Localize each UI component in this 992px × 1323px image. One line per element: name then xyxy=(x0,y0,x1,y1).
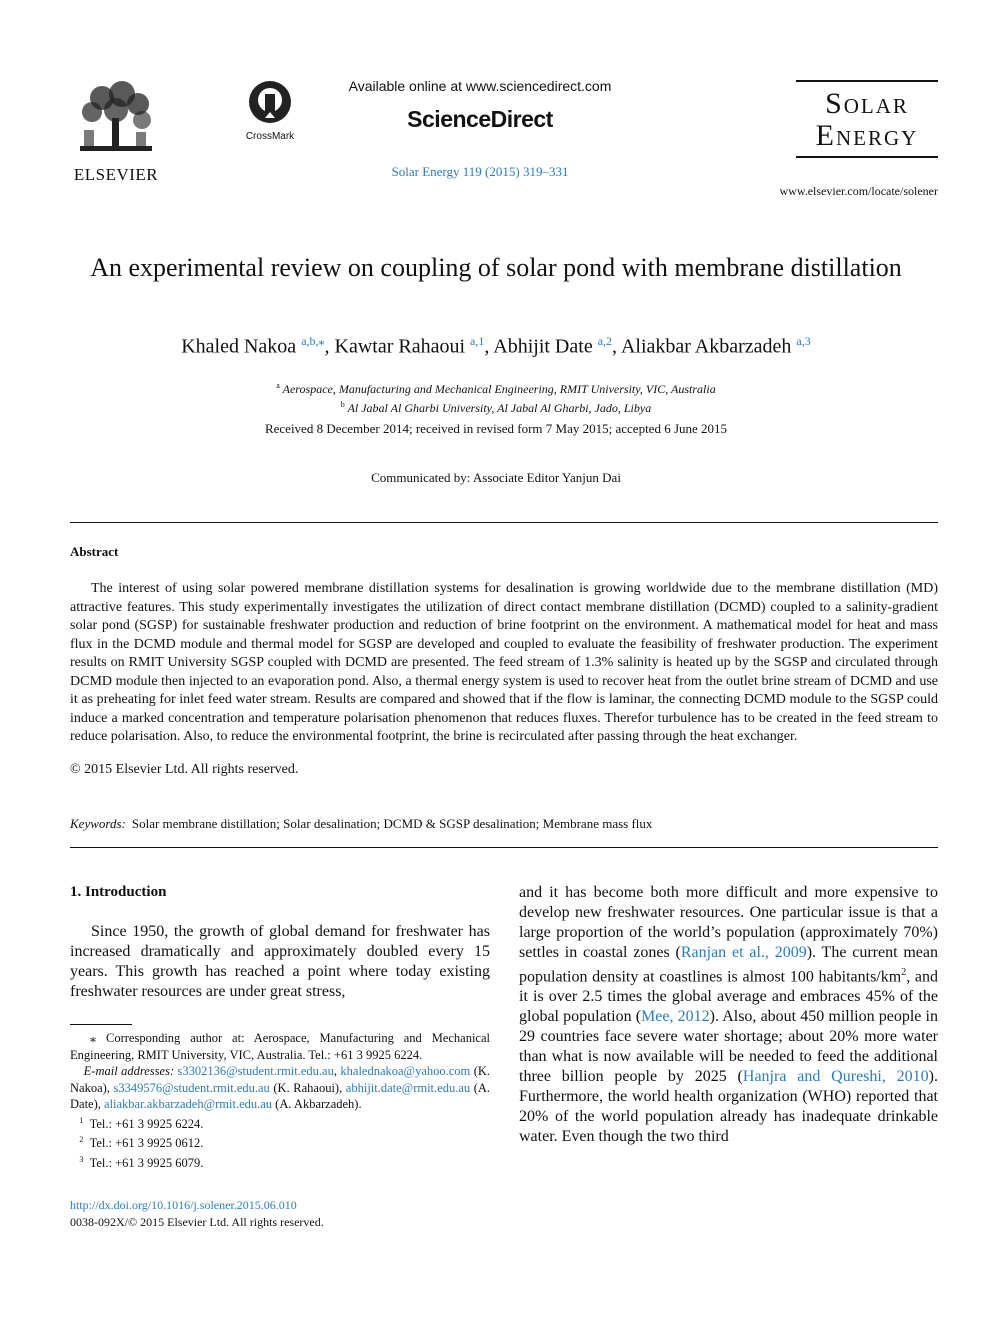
author-affil-sup[interactable]: a,b,⁎ xyxy=(301,334,325,348)
elsevier-logo[interactable] xyxy=(68,80,164,185)
email-addresses: E-mail addresses: s3302136@student.rmit.edu.au, khalednakoa@yahoo.com (K. Nakoa), s3349576@student.rmit.edu.au (K. Rahaoui), abhijit.date@rmit.edu.au (A. Date), aliakbar.akbarzadeh@rmit.edu.au (A. Akbarzadeh). xyxy=(70,1064,491,1111)
issn-copyright: 0038-092X/© 2015 Elsevier Ltd. All rights reserved. xyxy=(70,1215,324,1229)
email-link[interactable]: s3349576@student.rmit.edu.au xyxy=(113,1080,270,1095)
author-name: Aliakbar Akbarzadeh xyxy=(620,335,792,358)
communicated-by: Communicated by: Associate Editor Yanjun Dai xyxy=(371,470,621,485)
email-link[interactable]: abhijit.date@rmit.edu.au xyxy=(345,1080,471,1095)
journal-logo[interactable] xyxy=(796,80,938,158)
available-online: Available online at www.sciencedirect.com xyxy=(348,78,612,94)
keywords-label: Keywords: xyxy=(70,816,126,831)
affiliation-item: $^a$ Aerospace, Manufacturing and Mechanical Engineering, RMIT University, VIC, Australia xyxy=(276,381,716,396)
journal-reference-link[interactable]: Solar Energy 119 (2015) 319–331 xyxy=(391,164,569,179)
doi-link[interactable]: http://dx.doi.org/10.1016/j.solener.2015.06.010 xyxy=(70,1198,297,1212)
corresponding-author-note: ⁎ Corresponding author at: Aerospace, Manufacturing and Mechanical Engineering, RMIT University, VIC, Australia. Tel.: +61 3 9925 6224. xyxy=(70,1031,491,1062)
tel-note: $^1$ Tel.: +61 3 9925 6224. xyxy=(79,1115,204,1131)
journal-url[interactable]: www.elsevier.com/locate/solener xyxy=(779,184,938,198)
footnote-divider xyxy=(70,1024,132,1025)
author-affil-sup[interactable]: a,1 xyxy=(470,334,485,348)
crossmark-label: CrossMark xyxy=(245,131,295,142)
crossmark-badge[interactable] xyxy=(240,80,300,142)
tel-note: $^2$ Tel.: +61 3 9925 0612. xyxy=(79,1135,204,1151)
author-name: Khaled Nakoa xyxy=(181,335,297,358)
intro-paragraph-right: and it has become both more difficult and more expensive to develop new freshwater resources. One particular issue is that a large proportion of the world’s population (approximately 70%) settles in coastal zones (Ranjan et al., 2009). The current mean population density at coastlines is almost 100 habitants/$km^2$, and it is over 2.5 times the global average and embraces 45% of the global population (Mee, 2012). Also, about 450 million people in 29 countries face severe water shortage; about 20% more water than what is now available will be needed to feed the additional three billion people by 2025 (Hanjra and Qureshi, 2010). Furthermore, the world health organization (WHO) reported that 20% of the world population already has inadequate drinkable water. Even though the two third xyxy=(519,884,938,1146)
author-list: Khaled Nakoa $^{a,b,⁎}$, Kawtar Rahaoui $^{a,1}$, Abhijit Date $^{a,2}$, Aliakbar Akbarzadeh $^{a,3}$ xyxy=(181,334,811,358)
footnotes xyxy=(70,1030,490,1171)
crossmark-icon xyxy=(248,80,292,124)
tel-note: $^3$ Tel.: +61 3 9925 6079. xyxy=(79,1154,204,1170)
abstract-copyright: © 2015 Elsevier Ltd. All rights reserved. xyxy=(70,762,299,777)
article-title: An experimental review on coupling of solar pond with membrane distillation xyxy=(90,253,902,282)
journal-logo-line2: Energy xyxy=(815,119,919,152)
intro-paragraph-left: Since 1950, the growth of global demand for freshwater has increased dramatically and approximately doubled every 15 years. This growth has reached a point where today existing freshwater resources are under great stress, xyxy=(70,923,490,1000)
citation-link[interactable]: Hanjra and Qureshi, 2010 xyxy=(742,1068,929,1086)
author-name: Abhijit Date xyxy=(493,335,593,358)
article-dates: Received 8 December 2014; received in revised form 7 May 2015; accepted 6 June 2015 xyxy=(264,421,728,436)
email-link[interactable]: khalednakoa@yahoo.com xyxy=(340,1064,471,1078)
email-link[interactable]: aliakbar.akbarzadeh@rmit.edu.au xyxy=(104,1097,273,1111)
citation-link[interactable]: Mee, 2012 xyxy=(641,1008,710,1026)
section-heading: 1. Introduction xyxy=(70,884,167,900)
divider xyxy=(70,522,938,523)
abstract-text: The interest of using solar powered membrane distillation systems for desalination is growing worldwide due to the membrane distillation (MD) attractive features. This study experimentally investigates the utilization of direct contact membrane distillation (DCMD) coupled to a salinity-gradient solar pond (SGSP) for sustainable freshwater production and reduction of brine footprint on the environment. A mathematical model for heat and mass flux in the DCMD module and thermal model for SGSP are developed and coupled to evaluate the feasibility of freshwater production. The experiment results on RMIT University SGSP coupled with DCMD are presented. The feed stream of 1.3% salinity is heated up by the SGSP and circulated through DCMD module then injected to an evaporation pond. Also, a thermal energy system is used to recover heat from the outlet brine stream of DCMD and use it as preheating for inlet feed water stream. Results are compared and showed that if the flow is laminar, the connecting DCMD module to the SGSP could induce a marked concentration and temperature polarisation phenomenon that reduces fluxes. Therefor turbulence has to be created in the feed stream to reduce polarisation. Also, to reduce the environmental footprint, the brine is recirculated after passing through the heat exchanger. xyxy=(70,581,938,744)
citation-link[interactable]: Ranjan et al., 2009 xyxy=(680,944,807,961)
elsevier-wordmark: ELSEVIER xyxy=(73,165,159,184)
journal-logo-line1: Solar xyxy=(825,87,909,120)
sciencedirect-logo[interactable]: ScienceDirect xyxy=(407,106,553,132)
affiliation-item: $^b$ Al Jabal Al Gharbi University, Al Jabal Al Gharbi, Jado, Libya xyxy=(340,400,652,415)
email-link[interactable]: s3302136@student.rmit.edu.au xyxy=(177,1064,334,1078)
author-name: Kawtar Rahaoui xyxy=(334,335,466,358)
author-affil-sup[interactable]: a,2 xyxy=(597,334,613,348)
affiliations xyxy=(60,378,932,416)
divider xyxy=(70,847,938,848)
keywords xyxy=(70,816,938,832)
keywords-list: Solar membrane distillation; Solar desalination; DCMD & SGSP desalination; Membrane mass flux xyxy=(131,816,653,831)
elsevier-tree-icon xyxy=(72,80,160,158)
author-affil-sup[interactable]: a,3 xyxy=(796,334,811,348)
abstract-heading: Abstract xyxy=(70,544,119,559)
